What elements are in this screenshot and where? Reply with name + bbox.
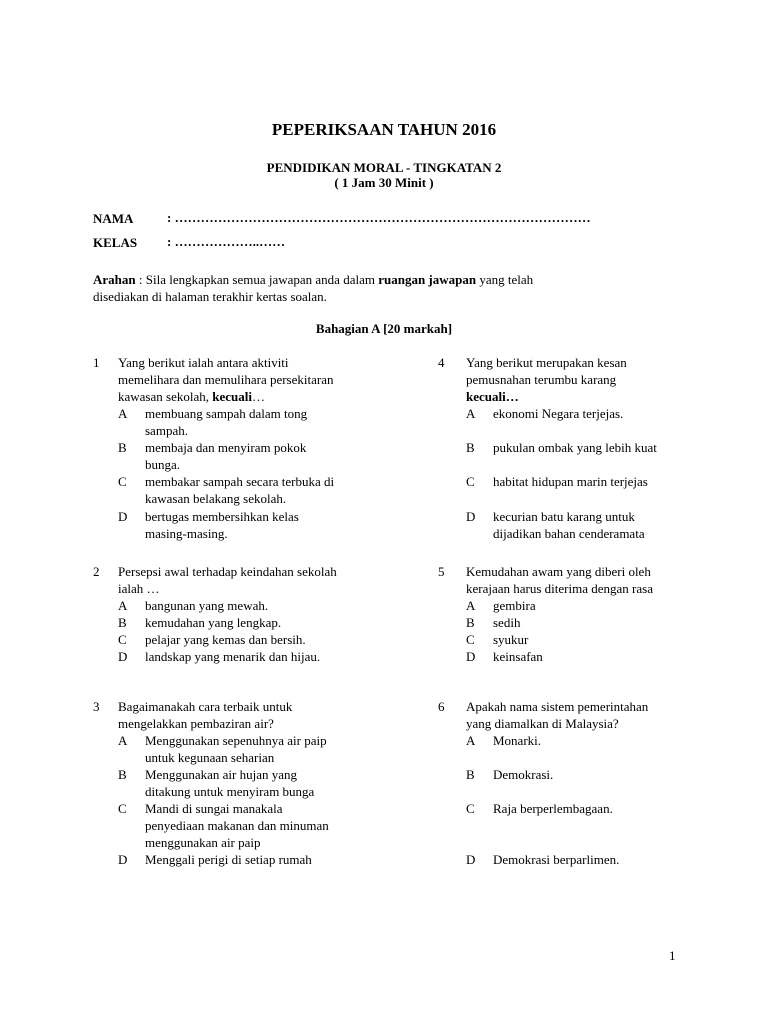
question-text-line: ialah … [118, 581, 160, 596]
question-text-line: Kemudahan awam yang diberi oleh [466, 564, 651, 579]
section-title: Bahagian A [20 markah] [315, 321, 453, 336]
option-letter: C [466, 632, 475, 647]
option-letter: B [466, 767, 475, 782]
option-text: kawasan belakang sekolah. [145, 491, 287, 506]
option-text: gembira [493, 598, 536, 613]
option-letter: C [118, 801, 127, 816]
option-text: menggunakan air paip [145, 835, 261, 850]
option-letter: B [118, 615, 127, 630]
question-text-line: kawasan sekolah, kecuali… [118, 389, 265, 404]
option-text: untuk kegunaan seharian [145, 750, 275, 765]
question-text-line: mengelakkan pembaziran air? [118, 716, 274, 731]
option-text: sedih [493, 615, 521, 630]
option-text: habitat hidupan marin terjejas [493, 474, 648, 489]
question-number: 1 [93, 355, 100, 370]
page-number: 1 [669, 948, 676, 963]
option-text: Menggunakan air hujan yang [145, 767, 297, 782]
option-text: Demokrasi. [493, 767, 554, 782]
option-text: Mandi di sungai manakala [145, 801, 283, 816]
option-text: Monarki. [493, 733, 542, 748]
option-text: sampah. [145, 423, 188, 438]
option-letter: C [118, 474, 127, 489]
instructions-label: Arahan [93, 272, 136, 287]
option-text: pelajar yang kemas dan bersih. [145, 632, 306, 647]
option-text: Raja berperlembagaan. [493, 801, 613, 816]
question-text-line: Persepsi awal terhadap keindahan sekolah [118, 564, 337, 579]
option-letter: B [118, 767, 127, 782]
option-letter: D [466, 509, 476, 524]
question-text-line: yang diamalkan di Malaysia? [466, 716, 619, 731]
subject-title: PENDIDIKAN MORAL - TINGKATAN 2 [266, 160, 502, 175]
question-number: 3 [93, 699, 100, 714]
question-number: 5 [438, 564, 445, 579]
question-text-line: pemusnahan terumbu karang [466, 372, 617, 387]
option-text: bunga. [145, 457, 181, 472]
option-letter: B [466, 615, 475, 630]
option-text: landskap yang menarik dan hijau. [145, 649, 321, 664]
answer-space-emphasis: ruangan jawapan [378, 272, 477, 287]
option-letter: B [118, 440, 127, 455]
kelas-field[interactable]: : ………………..…… [167, 234, 286, 249]
option-letter: D [118, 649, 128, 664]
option-text: ekonomi Negara terjejas. [493, 406, 624, 421]
option-text: bangunan yang mewah. [145, 598, 269, 613]
option-text: membakar sampah secara terbuka di [145, 474, 335, 489]
option-letter: A [466, 406, 476, 421]
option-letter: B [466, 440, 475, 455]
option-text: kemudahan yang lengkap. [145, 615, 282, 630]
question-text-line: memelihara dan memulihara persekitaran [118, 372, 334, 387]
option-letter: D [466, 649, 476, 664]
instructions-line-1: Arahan : Sila lengkapkan semua jawapan anda dalam ruangan jawapan yang telah [93, 272, 534, 287]
kelas-label: KELAS [93, 235, 138, 250]
option-letter: D [118, 852, 128, 867]
option-text: ditakung untuk menyiram bunga [145, 784, 315, 799]
option-text: keinsafan [493, 649, 543, 664]
option-text: pukulan ombak yang lebih kuat [493, 440, 657, 455]
option-text: Menggali perigi di setiap rumah [145, 852, 312, 867]
question-text-line: Yang berikut merupakan kesan [466, 355, 627, 370]
option-text: dijadikan bahan cenderamata [493, 526, 645, 541]
option-letter: D [118, 509, 128, 524]
option-text: membuang sampah dalam tong [145, 406, 308, 421]
nama-label: NAMA [93, 211, 134, 226]
option-letter: C [118, 632, 127, 647]
option-text: masing-masing. [145, 526, 228, 541]
option-text: bertugas membersihkan kelas [145, 509, 299, 524]
question-text-line: kecuali… [466, 389, 519, 404]
question-number: 4 [438, 355, 445, 370]
option-text: Demokrasi berparlimen. [493, 852, 620, 867]
option-text: penyediaan makanan dan minuman [145, 818, 329, 833]
instructions-line-2: disediakan di halaman terakhir kertas soalan. [93, 289, 327, 304]
option-letter: D [466, 852, 476, 867]
option-text: membaja dan menyiram pokok [145, 440, 307, 455]
option-letter: A [118, 598, 128, 613]
exam-title: PEPERIKSAAN TAHUN 2016 [271, 120, 497, 139]
option-letter: A [466, 598, 476, 613]
question-number: 6 [438, 699, 445, 714]
exam-duration: ( 1 Jam 30 Minit ) [334, 175, 434, 190]
option-text: syukur [493, 632, 529, 647]
option-letter: C [466, 474, 475, 489]
question-text-line: Bagaimanakah cara terbaik untuk [118, 699, 293, 714]
option-letter: A [118, 733, 128, 748]
question-text-line: kerajaan harus diterima dengan rasa [466, 581, 653, 596]
nama-field[interactable]: : …………………………………………………………………………………… [167, 210, 591, 225]
question-text-line: Yang berikut ialah antara aktiviti [118, 355, 289, 370]
question-text-line: Apakah nama sistem pemerintahan [466, 699, 649, 714]
option-letter: C [466, 801, 475, 816]
option-text: kecurian batu karang untuk [493, 509, 635, 524]
option-letter: A [118, 406, 128, 421]
question-number: 2 [93, 564, 100, 579]
option-letter: A [466, 733, 476, 748]
option-text: Menggunakan sepenuhnya air paip [145, 733, 327, 748]
